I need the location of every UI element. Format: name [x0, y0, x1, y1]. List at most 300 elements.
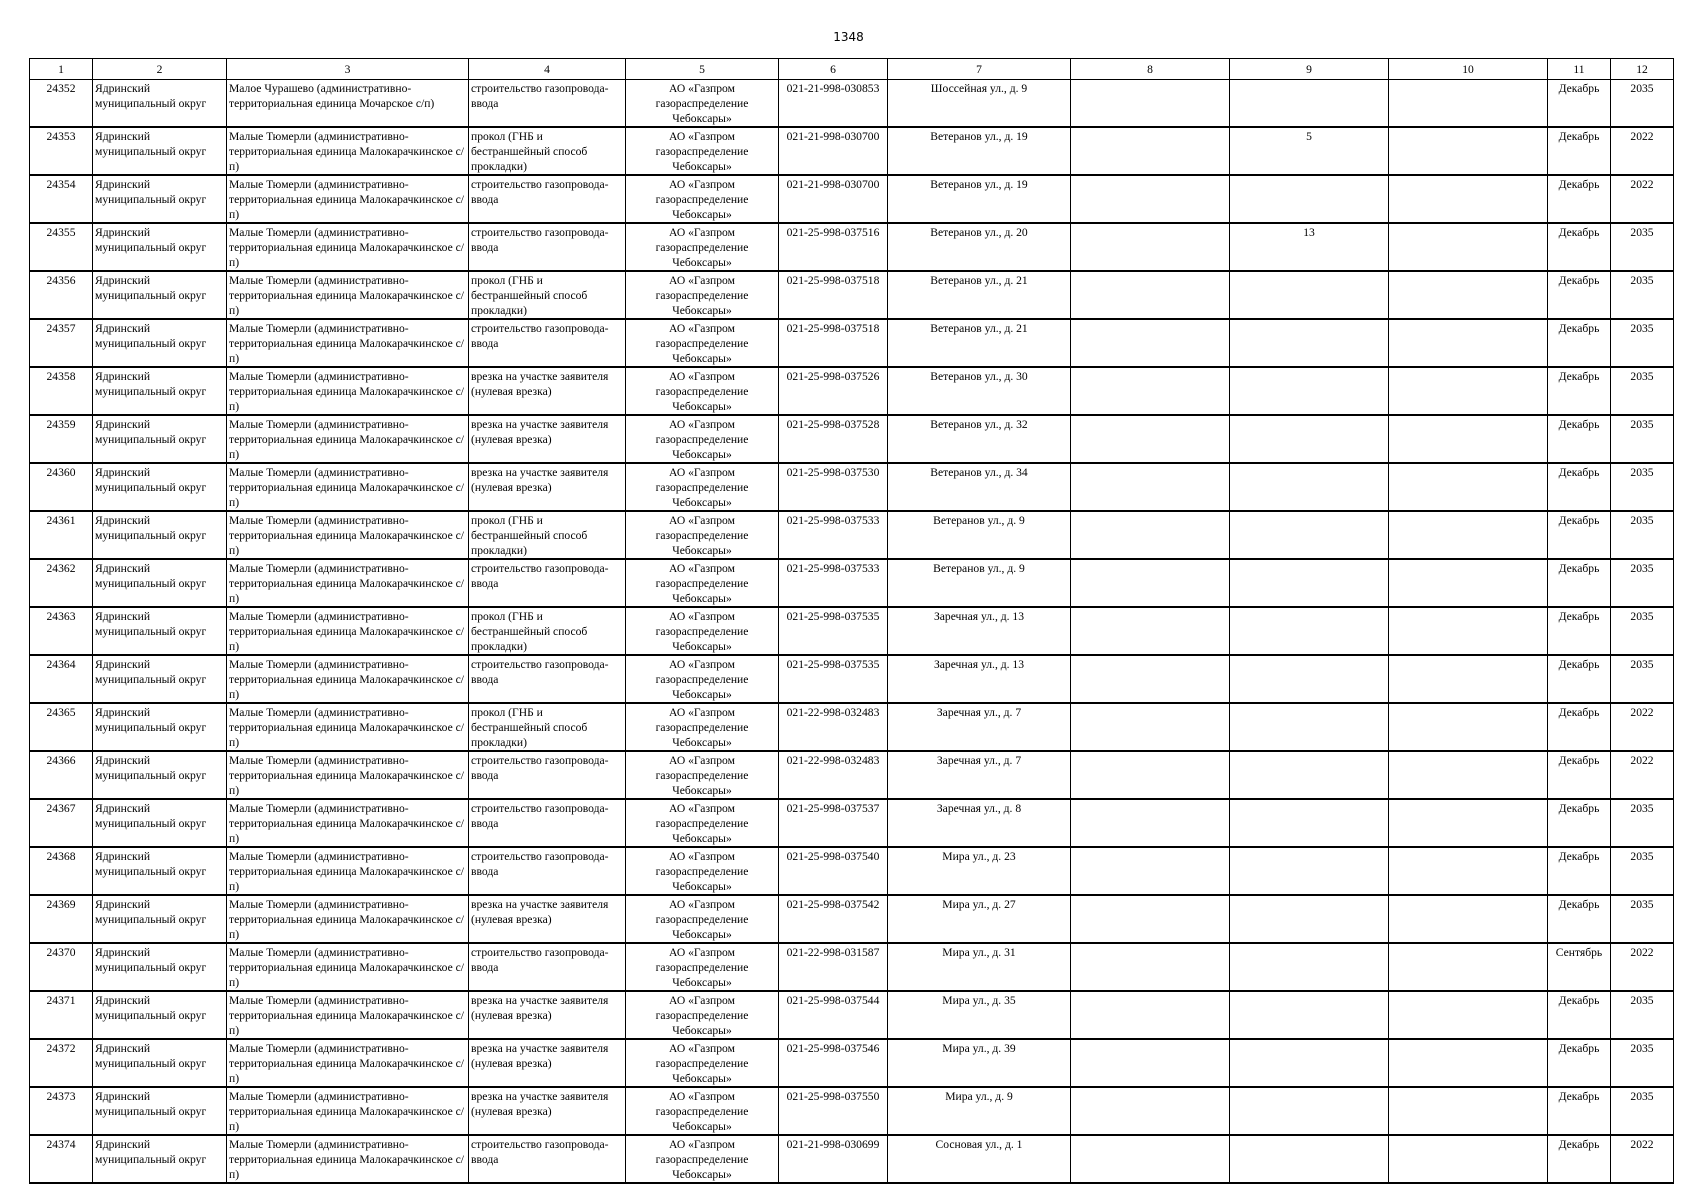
district-cell-text: Ядринский муниципальный округ: [95, 946, 207, 974]
work-type-cell-text: прокол (ГНБ и бестраншейный способ прокладки): [471, 610, 588, 653]
address-cell-text: Ветеранов ул., д. 34: [930, 466, 1028, 479]
work-type-cell: [469, 1087, 626, 1135]
organization-cell-text: АО «Газпром газораспределение Чебоксары»: [655, 274, 749, 317]
year-cell: [1611, 175, 1674, 223]
object-code-cell: [779, 1039, 888, 1087]
district-cell: [93, 1039, 227, 1087]
address-cell: [888, 175, 1071, 223]
address-cell: [888, 415, 1071, 463]
object-code-cell: [779, 751, 888, 799]
object-code-cell: [779, 271, 888, 319]
month-cell: [1548, 1087, 1611, 1135]
year-cell-text: 2035: [1630, 994, 1654, 1007]
row-number-cell-text: 24370: [46, 946, 76, 959]
month-cell-text: Декабрь: [1558, 610, 1600, 623]
district-cell-text: Ядринский муниципальный округ: [95, 322, 207, 350]
column-header: 1: [30, 59, 93, 80]
locality-cell-text: Малые Тюмерли (административно-территориальная единица Малокарачкинское с/п): [229, 514, 465, 557]
year-cell: [1611, 463, 1674, 511]
work-type-cell-text: строительство газопровода-ввода: [471, 82, 609, 110]
locality-cell-text: Малые Тюмерли (административно-территориальная единица Малокарачкинское с/п): [229, 466, 465, 509]
locality-cell: [227, 80, 469, 128]
object-code-cell: [779, 607, 888, 655]
locality-cell: [227, 415, 469, 463]
locality-cell-text: Малые Тюмерли (административно-территориальная единица Малокарачкинское с/п): [229, 274, 465, 317]
district-cell-text: Ядринский муниципальный округ: [95, 418, 207, 446]
object-code-cell-text: 021-25-998-037533: [786, 562, 880, 575]
year-cell-text: 2035: [1630, 610, 1654, 623]
row-number-cell-text: 24368: [46, 850, 76, 863]
organization-cell-text: АО «Газпром газораспределение Чебоксары»: [655, 178, 749, 221]
organization-cell: [626, 511, 779, 559]
row-number-cell: [30, 1039, 93, 1087]
column-10-cell: [1389, 655, 1548, 703]
locality-cell-text: Малые Тюмерли (административно-территориальная единица Малокарачкинское с/п): [229, 610, 465, 653]
table-row: [30, 1087, 1674, 1135]
column-10-cell: [1389, 703, 1548, 751]
object-code-cell-text: 021-22-998-031587: [786, 946, 880, 959]
locality-cell-text: Малые Тюмерли (административно-территориальная единица Малокарачкинское с/п): [229, 802, 465, 845]
organization-cell: [626, 991, 779, 1039]
organization-cell-text: АО «Газпром газораспределение Чебоксары»: [655, 994, 749, 1037]
organization-cell-text: АО «Газпром газораспределение Чебоксары»: [655, 226, 749, 269]
column-header: 9: [1230, 59, 1389, 80]
column-10-cell: [1389, 223, 1548, 271]
address-cell-text: Мира ул., д. 27: [942, 898, 1016, 911]
month-cell: [1548, 559, 1611, 607]
year-cell: [1611, 367, 1674, 415]
district-cell-text: Ядринский муниципальный округ: [95, 1090, 207, 1118]
district-cell-text: Ядринский муниципальный округ: [95, 802, 207, 830]
work-type-cell: [469, 463, 626, 511]
year-cell-text: 2022: [1630, 130, 1654, 143]
address-cell: [888, 1135, 1071, 1183]
column-9-cell: [1230, 1087, 1389, 1135]
district-cell-text: Ядринский муниципальный округ: [95, 994, 207, 1022]
column-9-cell: [1230, 943, 1389, 991]
district-cell: [93, 175, 227, 223]
column-8-cell: [1071, 367, 1230, 415]
district-cell-text: Ядринский муниципальный округ: [95, 562, 207, 590]
year-cell-text: 2035: [1630, 418, 1654, 431]
address-cell: [888, 607, 1071, 655]
locality-cell: [227, 1087, 469, 1135]
row-number-cell: [30, 895, 93, 943]
column-9-cell: [1230, 751, 1389, 799]
work-type-cell-text: прокол (ГНБ и бестраншейный способ прокладки): [471, 706, 588, 749]
locality-cell: [227, 127, 469, 175]
month-cell-text: Декабрь: [1558, 178, 1600, 191]
row-number-cell: [30, 271, 93, 319]
organization-cell-text: АО «Газпром газораспределение Чебоксары»: [655, 562, 749, 605]
row-number-cell: [30, 127, 93, 175]
locality-cell-text: Малые Тюмерли (административно-территориальная единица Малокарачкинское с/п): [229, 130, 465, 173]
organization-cell: [626, 463, 779, 511]
work-type-cell-text: врезка на участке заявителя (нулевая врезка): [471, 1090, 609, 1118]
organization-cell-text: АО «Газпром газораспределение Чебоксары»: [655, 802, 749, 845]
work-type-cell: [469, 80, 626, 128]
column-8-cell: [1071, 703, 1230, 751]
object-code-cell-text: 021-25-998-037528: [786, 418, 880, 431]
district-cell-text: Ядринский муниципальный округ: [95, 658, 207, 686]
organization-cell-text: АО «Газпром газораспределение Чебоксары»: [655, 850, 749, 893]
locality-cell-text: Малые Тюмерли (административно-территориальная единица Малокарачкинское с/п): [229, 562, 465, 605]
column-9-cell: [1230, 175, 1389, 223]
object-code-cell-text: 021-25-998-037535: [786, 610, 880, 623]
column-9-cell: [1230, 703, 1389, 751]
column-10-cell: [1389, 127, 1548, 175]
year-cell-text: 2022: [1630, 706, 1654, 719]
locality-cell: [227, 895, 469, 943]
column-8-cell: [1071, 80, 1230, 128]
object-code-cell: [779, 127, 888, 175]
work-type-cell-text: строительство газопровода-ввода: [471, 658, 609, 686]
district-cell-text: Ядринский муниципальный округ: [95, 178, 207, 206]
work-type-cell-text: строительство газопровода-ввода: [471, 850, 609, 878]
table-row: [30, 271, 1674, 319]
month-cell: [1548, 175, 1611, 223]
organization-cell: [626, 703, 779, 751]
column-10-cell: [1389, 80, 1548, 128]
address-cell: [888, 319, 1071, 367]
column-9-cell: [1230, 1039, 1389, 1087]
address-cell-text: Мира ул., д. 23: [942, 850, 1016, 863]
column-header: 12: [1611, 59, 1674, 80]
address-cell: [888, 991, 1071, 1039]
month-cell-text: Сентябрь: [1555, 946, 1603, 959]
column-8-cell: [1071, 223, 1230, 271]
object-code-cell: [779, 991, 888, 1039]
locality-cell-text: Малые Тюмерли (административно-территориальная единица Малокарачкинское с/п): [229, 178, 465, 221]
organization-cell: [626, 559, 779, 607]
locality-cell: [227, 511, 469, 559]
month-cell-text: Декабрь: [1558, 370, 1600, 383]
object-code-cell-text: 021-25-998-037518: [786, 274, 880, 287]
object-code-cell: [779, 847, 888, 895]
locality-cell-text: Малые Тюмерли (административно-территориальная единица Малокарачкинское с/п): [229, 1090, 465, 1133]
district-cell-text: Ядринский муниципальный округ: [95, 850, 207, 878]
object-code-cell: [779, 703, 888, 751]
object-code-cell-text: 021-25-998-037544: [786, 994, 880, 1007]
organization-cell-text: АО «Газпром газораспределение Чебоксары»: [655, 898, 749, 941]
organization-cell-text: АО «Газпром газораспределение Чебоксары»: [655, 370, 749, 413]
row-number-cell-text: 24366: [46, 754, 76, 767]
row-number-cell: [30, 463, 93, 511]
column-8-cell: [1071, 991, 1230, 1039]
address-cell-text: Мира ул., д. 31: [942, 946, 1016, 959]
column-8-cell: [1071, 751, 1230, 799]
column-9-cell: [1230, 319, 1389, 367]
address-cell: [888, 1087, 1071, 1135]
district-cell: [93, 463, 227, 511]
month-cell: [1548, 415, 1611, 463]
month-cell: [1548, 607, 1611, 655]
object-code-cell-text: 021-21-998-030699: [786, 1138, 880, 1151]
column-9-cell: [1230, 799, 1389, 847]
work-type-cell-text: строительство газопровода-ввода: [471, 1138, 609, 1166]
work-type-cell-text: строительство газопровода-ввода: [471, 178, 609, 206]
object-code-cell-text: 021-25-998-037546: [786, 1042, 880, 1055]
month-cell-text: Декабрь: [1558, 1042, 1600, 1055]
row-number-cell: [30, 1087, 93, 1135]
table-row: [30, 367, 1674, 415]
column-9-cell: [1230, 991, 1389, 1039]
month-cell-text: Декабрь: [1558, 706, 1600, 719]
locality-cell-text: Малые Тюмерли (административно-территориальная единица Малокарачкинское с/п): [229, 1042, 465, 1085]
organization-cell-text: АО «Газпром газораспределение Чебоксары»: [655, 1138, 749, 1181]
object-code-cell: [779, 463, 888, 511]
locality-cell: [227, 847, 469, 895]
row-number-cell-text: 24352: [46, 82, 76, 95]
column-10-cell: [1389, 175, 1548, 223]
object-code-cell: [779, 511, 888, 559]
month-cell: [1548, 80, 1611, 128]
column-8-cell: [1071, 1087, 1230, 1135]
district-cell: [93, 943, 227, 991]
column-10-cell: [1389, 991, 1548, 1039]
month-cell-text: Декабрь: [1558, 1138, 1600, 1151]
year-cell: [1611, 943, 1674, 991]
work-type-cell: [469, 991, 626, 1039]
column-8-cell: [1071, 415, 1230, 463]
page-number: 1348: [833, 30, 864, 44]
registry-table: [29, 58, 1674, 1184]
year-cell: [1611, 991, 1674, 1039]
locality-cell-text: Малые Тюмерли (административно-территориальная единица Малокарачкинское с/п): [229, 946, 465, 989]
work-type-cell-text: врезка на участке заявителя (нулевая врезка): [471, 898, 609, 926]
locality-cell: [227, 223, 469, 271]
column-9-cell: [1230, 1135, 1389, 1183]
year-cell: [1611, 1039, 1674, 1087]
locality-cell-text: Малые Тюмерли (административно-территориальная единица Малокарачкинское с/п): [229, 226, 465, 269]
district-cell: [93, 895, 227, 943]
column-10-cell: [1389, 319, 1548, 367]
year-cell: [1611, 319, 1674, 367]
work-type-cell-text: строительство газопровода-ввода: [471, 946, 609, 974]
year-cell: [1611, 559, 1674, 607]
year-cell-text: 2035: [1630, 226, 1654, 239]
table-row: [30, 703, 1674, 751]
year-cell-text: 2035: [1630, 802, 1654, 815]
month-cell: [1548, 847, 1611, 895]
locality-cell: [227, 1039, 469, 1087]
work-type-cell-text: врезка на участке заявителя (нулевая врезка): [471, 418, 609, 446]
organization-cell: [626, 799, 779, 847]
object-code-cell-text: 021-21-998-030700: [786, 130, 880, 143]
month-cell: [1548, 271, 1611, 319]
column-10-cell: [1389, 799, 1548, 847]
row-number-cell-text: 24355: [46, 226, 76, 239]
address-cell-text: Заречная ул., д. 13: [933, 658, 1025, 671]
table-row: [30, 751, 1674, 799]
column-9-cell: [1230, 607, 1389, 655]
locality-cell: [227, 991, 469, 1039]
row-number-cell: [30, 319, 93, 367]
locality-cell-text: Малые Тюмерли (административно-территориальная единица Малокарачкинское с/п): [229, 850, 465, 893]
row-number-cell-text: 24360: [46, 466, 76, 479]
district-cell: [93, 367, 227, 415]
locality-cell: [227, 319, 469, 367]
locality-cell-text: Малое Чурашево (административно-территориальная единица Мочарское с/п): [229, 82, 435, 110]
year-cell-text: 2022: [1630, 946, 1654, 959]
row-number-cell: [30, 559, 93, 607]
month-cell: [1548, 511, 1611, 559]
district-cell-text: Ядринский муниципальный округ: [95, 82, 207, 110]
district-cell-text: Ядринский муниципальный округ: [95, 370, 207, 398]
month-cell-text: Декабрь: [1558, 754, 1600, 767]
address-cell-text: Шоссейная ул., д. 9: [930, 82, 1028, 95]
address-cell-text: Заречная ул., д. 7: [936, 706, 1022, 719]
object-code-cell: [779, 415, 888, 463]
object-code-cell: [779, 367, 888, 415]
year-cell-text: 2035: [1630, 322, 1654, 335]
table-row: [30, 991, 1674, 1039]
month-cell-text: Декабрь: [1558, 466, 1600, 479]
table-row: [30, 1039, 1674, 1087]
organization-cell-text: АО «Газпром газораспределение Чебоксары»: [655, 418, 749, 461]
column-9-cell: [1230, 847, 1389, 895]
row-number-cell-text: 24363: [46, 610, 76, 623]
month-cell: [1548, 1135, 1611, 1183]
locality-cell: [227, 655, 469, 703]
object-code-cell: [779, 223, 888, 271]
column-9-cell: [1230, 223, 1389, 271]
address-cell-text: Ветеранов ул., д. 9: [933, 514, 1025, 527]
address-cell: [888, 703, 1071, 751]
column-9-cell: [1230, 463, 1389, 511]
locality-cell: [227, 1135, 469, 1183]
district-cell: [93, 1087, 227, 1135]
work-type-cell: [469, 799, 626, 847]
table-row: [30, 127, 1674, 175]
district-cell: [93, 703, 227, 751]
district-cell-text: Ядринский муниципальный округ: [95, 754, 207, 782]
table-row: [30, 847, 1674, 895]
address-cell: [888, 271, 1071, 319]
organization-cell-text: АО «Газпром газораспределение Чебоксары»: [655, 514, 749, 557]
object-code-cell-text: 021-25-998-037516: [786, 226, 880, 239]
row-number-cell-text: 24373: [46, 1090, 76, 1103]
work-type-cell-text: врезка на участке заявителя (нулевая врезка): [471, 1042, 609, 1070]
work-type-cell-text: врезка на участке заявителя (нулевая врезка): [471, 466, 609, 494]
organization-cell: [626, 847, 779, 895]
column-8-cell: [1071, 655, 1230, 703]
column-10-cell: [1389, 607, 1548, 655]
organization-cell-text: АО «Газпром газораспределение Чебоксары»: [655, 1042, 749, 1085]
row-number-cell: [30, 511, 93, 559]
row-number-cell-text: 24367: [46, 802, 76, 815]
year-cell-text: 2035: [1630, 562, 1654, 575]
district-cell-text: Ядринский муниципальный округ: [95, 1042, 207, 1070]
year-cell-text: 2035: [1630, 1090, 1654, 1103]
locality-cell-text: Малые Тюмерли (административно-территориальная единица Малокарачкинское с/п): [229, 706, 465, 749]
address-cell-text: Заречная ул., д. 8: [936, 802, 1022, 815]
locality-cell-text: Малые Тюмерли (административно-территориальная единица Малокарачкинское с/п): [229, 658, 465, 701]
column-8-cell: [1071, 799, 1230, 847]
object-code-cell: [779, 655, 888, 703]
district-cell: [93, 319, 227, 367]
column-8-cell: [1071, 607, 1230, 655]
organization-cell: [626, 271, 779, 319]
column-9-cell: [1230, 367, 1389, 415]
row-number-cell: [30, 415, 93, 463]
month-cell-text: Декабрь: [1558, 1090, 1600, 1103]
row-number-cell-text: 24358: [46, 370, 76, 383]
table-row: [30, 559, 1674, 607]
table-row: [30, 511, 1674, 559]
organization-cell: [626, 607, 779, 655]
work-type-cell-text: строительство газопровода-ввода: [471, 562, 609, 590]
column-9-cell: [1230, 271, 1389, 319]
object-code-cell-text: 021-22-998-032483: [786, 706, 880, 719]
year-cell: [1611, 703, 1674, 751]
organization-cell: [626, 223, 779, 271]
organization-cell: [626, 751, 779, 799]
address-cell: [888, 847, 1071, 895]
address-cell-text: Ветеранов ул., д. 19: [930, 130, 1028, 143]
row-number-cell: [30, 943, 93, 991]
year-cell: [1611, 847, 1674, 895]
year-cell-text: 2035: [1630, 898, 1654, 911]
year-cell: [1611, 271, 1674, 319]
organization-cell: [626, 319, 779, 367]
organization-cell-text: АО «Газпром газораспределение Чебоксары»: [655, 706, 749, 749]
year-cell: [1611, 607, 1674, 655]
row-number-cell-text: 24374: [46, 1138, 76, 1151]
row-number-cell: [30, 703, 93, 751]
work-type-cell-text: врезка на участке заявителя (нулевая врезка): [471, 370, 609, 398]
district-cell: [93, 847, 227, 895]
district-cell: [93, 991, 227, 1039]
year-cell-text: 2035: [1630, 82, 1654, 95]
object-code-cell-text: 021-25-998-037526: [786, 370, 880, 383]
district-cell: [93, 1135, 227, 1183]
month-cell-text: Декабрь: [1558, 82, 1600, 95]
column-9-cell: [1230, 655, 1389, 703]
column-8-cell: [1071, 1039, 1230, 1087]
address-cell: [888, 463, 1071, 511]
district-cell-text: Ядринский муниципальный округ: [95, 1138, 207, 1166]
object-code-cell-text: 021-25-998-037518: [786, 322, 880, 335]
locality-cell-text: Малые Тюмерли (административно-территориальная единица Малокарачкинское с/п): [229, 898, 465, 941]
column-10-cell: [1389, 751, 1548, 799]
work-type-cell-text: строительство газопровода-ввода: [471, 226, 609, 254]
work-type-cell: [469, 127, 626, 175]
column-8-cell: [1071, 847, 1230, 895]
object-code-cell: [779, 943, 888, 991]
column-8-cell: [1071, 271, 1230, 319]
district-cell-text: Ядринский муниципальный округ: [95, 898, 207, 926]
column-header: 5: [626, 59, 779, 80]
month-cell-text: Декабрь: [1558, 226, 1600, 239]
locality-cell: [227, 559, 469, 607]
table-row: [30, 895, 1674, 943]
address-cell: [888, 367, 1071, 415]
organization-cell-text: АО «Газпром газораспределение Чебоксары»: [655, 130, 749, 173]
object-code-cell-text: 021-21-998-030853: [786, 82, 880, 95]
column-10-cell: [1389, 1039, 1548, 1087]
column-9-cell: [1230, 895, 1389, 943]
organization-cell: [626, 127, 779, 175]
column-8-cell: [1071, 943, 1230, 991]
column-header: 8: [1071, 59, 1230, 80]
organization-cell-text: АО «Газпром газораспределение Чебоксары»: [655, 466, 749, 509]
row-number-cell: [30, 80, 93, 128]
month-cell: [1548, 223, 1611, 271]
month-cell: [1548, 751, 1611, 799]
district-cell: [93, 607, 227, 655]
month-cell-text: Декабрь: [1558, 418, 1600, 431]
